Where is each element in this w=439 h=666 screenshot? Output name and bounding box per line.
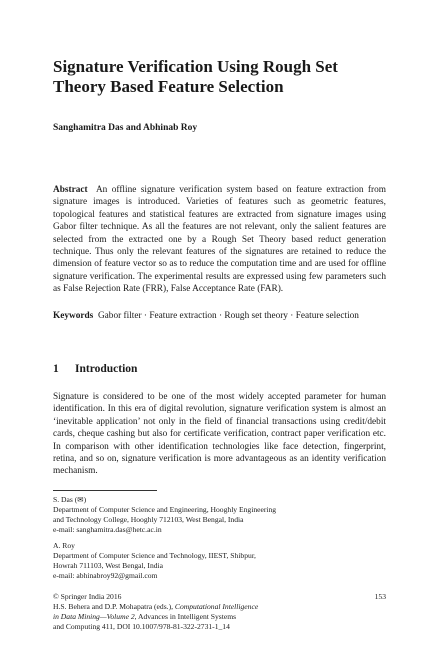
paper-title — [53, 57, 393, 97]
abstract-text: An offline signature verification system based on feature extraction from signature images is introduced. Varieties of features such as geometric features, topological features and statistical features are extracted from signature images using Gabor filter technique. As all the features are not relevant, only the salient features are selected from the extracted one by a Rough Set Theory based reduct generation technique. Thus only the relevant features of the signatures are retained to reduce the dimension of feature vector so as to reduce the computation time and are used for offline signature verification. The experimental results are expressed using few parameters such as False Rejection Rate (FRR), False Acceptance Rate (FAR). — [53, 185, 387, 295]
doi-line: and Computing 411, DOI 10.1007/978-81-322-2731-1_14 — [53, 622, 230, 631]
footnote-author-name: S. Das (✉) — [53, 495, 87, 504]
footnote-email: e-mail: sanghamitra.das@hetc.ac.in — [53, 525, 162, 534]
citation-editors: H.S. Behera and D.P. Mohapatra (eds.), — [53, 602, 175, 611]
title-line-2: Theory Based Feature Selection — [53, 77, 284, 96]
footnote-affiliation-line: and Technology College, Hooghly 712103, West Bengal, India — [53, 515, 244, 524]
footnote-affiliation-line: Department of Computer Science and Technology, IIEST, Shibpur, — [53, 551, 256, 560]
keywords-label: Keywords — [53, 311, 94, 321]
keywords-text: Gabor filter · Feature extraction · Rough set theory · Feature selection — [97, 311, 359, 321]
footnote-author-name: A. Roy — [53, 541, 75, 550]
citation-line — [53, 612, 353, 622]
author-affiliation-1 — [53, 495, 386, 535]
publication-footer — [53, 592, 353, 632]
book-title: Computational Intelligence — [174, 602, 259, 611]
section-heading — [53, 362, 137, 376]
footnote-affiliation-line: Department of Computer Science and Engineering, Hooghly Engineering — [53, 505, 277, 514]
copyright-line: © Springer India 2016 — [53, 592, 122, 601]
section-title: Introduction — [75, 363, 138, 375]
abstract-label: Abstract — [53, 185, 88, 195]
title-line-1: Signature Verification Using Rough Set — [53, 57, 338, 76]
footnote-email: e-mail: abhinabroy92@gmail.com — [53, 571, 158, 580]
book-volume: in Data Mining—Volume 2 — [53, 612, 135, 621]
abstract-block — [53, 184, 386, 296]
section-number: 1 — [53, 363, 59, 375]
keywords-block — [53, 310, 386, 322]
series-name: , Advances in Intelligent Systems — [134, 612, 237, 621]
introduction-paragraph: Signature is considered to be one of the most widely accepted parameter for human identification. In this era of digital revolution, signature verification system is almost an ‘inevitable application’ not only in the field of financial transactions using credit/debit cards, cheque cashing but also for certificate verification, contract paper verification etc. In comparison with other identification technologies like face detection, fingerprint, retina, and so on, signature verification is more advantageous as an identity verification mechanism. — [53, 392, 386, 477]
footnote-rule — [53, 490, 157, 491]
footnote-affiliation-line: Howrah 711103, West Bengal, India — [53, 561, 164, 570]
author-affiliation-2 — [53, 541, 386, 581]
author-list: Sanghamitra Das and Abhinab Roy — [53, 123, 198, 133]
citation-line — [53, 602, 353, 612]
page-number: 153 — [374, 592, 386, 601]
